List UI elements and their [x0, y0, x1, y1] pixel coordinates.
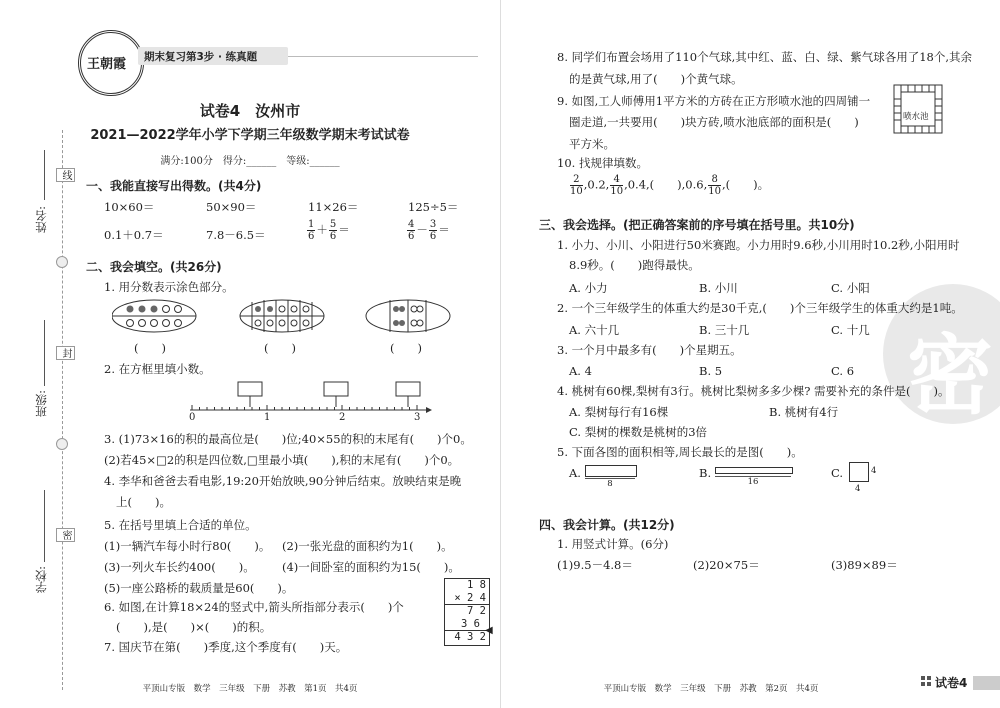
arrow-left-icon: ◀ — [485, 625, 493, 636]
vertical-multiplication: 1 8 × 2 4 7 2 3 6 4 3 2 — [444, 578, 490, 646]
hole-icon — [56, 256, 68, 268]
question-text: 6. 如图,在计算18×24的竖式中,箭头所指部分表示( )个 — [104, 600, 404, 614]
question-text: 5. 在括号里填上合适的单位。 — [104, 518, 257, 532]
question-text: 8. 同学们布置会场用了110个气球,其中红、蓝、白、绿、紫气球各用了18个,其余 — [557, 50, 973, 64]
rect-b-figure — [715, 467, 793, 474]
option-c[interactable]: C. 十几 — [831, 323, 870, 337]
question-text: 9. 如图,工人师傅用1平方米的方砖在正方形喷水池的四周铺一 — [557, 94, 871, 108]
fraction-calc: $\frac{1}{6}$ ＋ $\frac{5}{6}$ ＝ — [308, 219, 350, 242]
calc-item: 10×60＝ — [104, 200, 155, 214]
option-a[interactable]: A. 小力 — [569, 281, 608, 295]
option-a[interactable]: A. — [569, 466, 581, 480]
right-page — [500, 0, 1000, 708]
question-text: 7. 国庆节在第( )季度,这个季度有( )天。 — [104, 640, 348, 654]
option-a[interactable]: A. 4 — [569, 364, 592, 378]
question-text: 的是黄气球,用了( )个黄气球。 — [569, 72, 743, 86]
binding-line — [62, 130, 63, 690]
question-text: (2)若45×□2的积是四位数,□里最小填( ),积的末尾有( )个0。 — [104, 453, 460, 467]
question-text: (1)一辆汽车每小时行80( )。 — [104, 539, 271, 553]
hole-icon — [56, 438, 68, 450]
option-c[interactable]: C. 梨树的棵数是桃树的3倍 — [569, 425, 708, 439]
option-a[interactable]: A. 六十几 — [569, 323, 620, 337]
answer-paren[interactable]: ( ) — [390, 341, 422, 355]
class-field[interactable] — [44, 320, 45, 386]
section-2-title: 二、我会填空。(共26分) — [86, 260, 222, 274]
section-4-title: 四、我会计算。(共12分) — [539, 518, 675, 532]
oval-figure-1 — [112, 300, 196, 332]
tick-label: 3 — [414, 412, 421, 423]
class-label: 班级: — [34, 390, 48, 417]
calc-item: 11×26＝ — [308, 200, 359, 214]
answer-paren[interactable]: ( ) — [264, 341, 296, 355]
option-b[interactable]: B. 小川 — [699, 281, 738, 295]
school-field[interactable] — [44, 490, 45, 562]
option-a[interactable]: A. 梨树每行有16棵 — [569, 405, 669, 419]
seal-line-label: 线 — [56, 168, 75, 182]
dim-label: 4 — [855, 484, 861, 494]
calc-item: 50×90＝ — [206, 200, 257, 214]
sequence-row: $\frac{2}{10}$ ,0.2, $\frac{4}{10}$ ,0.4,( ),0.6, $\frac{8}{10}$ ,( )。 — [570, 174, 770, 197]
tick-label: 2 — [339, 412, 346, 423]
fraction-calc: $\frac{4}{6}$ － $\frac{3}{6}$ ＝ — [408, 219, 450, 242]
option-c[interactable]: C. — [831, 466, 844, 480]
score-line: 满分:100分 得分:______ 等级:______ — [160, 156, 340, 167]
school-label: 学校: — [34, 566, 48, 593]
seal-stamp: 密 — [883, 284, 1000, 424]
tag-bar — [973, 676, 1000, 690]
chapter-badge: 期末复习第3步 · 练真题 — [138, 47, 288, 65]
section-1-title: 一、我能直接写出得数。(共4分) — [86, 179, 262, 193]
exam-tag: 试卷4 — [935, 676, 968, 690]
tick-label: 0 — [189, 412, 196, 423]
section-3-title: 三、我会选择。(把正确答案前的序号填在括号里。共10分) — [539, 218, 855, 232]
question-text: 2. 一个三年级学生的体重大约是30千克,( )个三年级学生的体重大约是1吨。 — [557, 301, 963, 315]
name-label: 姓名: — [34, 206, 48, 233]
question-text: 1. 用分数表示涂色部分。 — [104, 280, 234, 294]
option-b[interactable]: B. 三十几 — [699, 323, 750, 337]
dim-label: 4 — [871, 466, 877, 476]
answer-paren[interactable]: ( ) — [134, 341, 166, 355]
calc-item: (3)89×89＝ — [831, 558, 898, 572]
grid-icon — [921, 676, 931, 690]
question-text: 上( )。 — [116, 495, 171, 509]
question-text: ( ),是( )×( )的积。 — [116, 620, 272, 634]
footer-left: 平顶山专版 数学 三年级 下册 苏教 第1页 共4页 — [142, 684, 358, 694]
oval-figure-2 — [240, 300, 324, 332]
brand-logo: 王朝霞 — [78, 30, 144, 96]
calc-item: 125÷5＝ — [408, 200, 459, 214]
exam-title: 试卷4 汝州市 — [199, 102, 301, 120]
question-text: 3. 一个月中最多有( )个星期五。 — [557, 343, 742, 357]
fountain-pool-figure — [893, 84, 943, 134]
calc-item: (2)20×75＝ — [693, 558, 760, 572]
question-text: 1. 小力、小川、小阳进行50米赛跑。小力用时9.6秒,小川用时10.2秒,小阳用时 — [557, 238, 960, 252]
question-text: 3. (1)73×16的积的最高位是( )位;40×55的积的末尾有( )个0。 — [104, 432, 472, 446]
option-b[interactable]: B. 5 — [699, 364, 723, 378]
question-text: 5. 下面各图的面积相等,周长最长的是图( )。 — [557, 445, 803, 459]
option-c[interactable]: C. 6 — [831, 364, 855, 378]
calc-item: 0.1＋0.7＝ — [104, 228, 164, 242]
option-b[interactable]: B. 桃树有4行 — [769, 405, 839, 419]
question-text: (5)一座公路桥的载质量是60( )。 — [104, 581, 294, 595]
question-text: 2. 在方框里填小数。 — [104, 362, 211, 376]
pool-label: 喷水池 — [903, 112, 929, 122]
option-b[interactable]: B. — [699, 466, 712, 480]
question-text: (3)一列火车长约400( )。 — [104, 560, 255, 574]
oval-fraction-figures — [112, 298, 452, 334]
question-text: 4. 桃树有60棵,梨树有3行。桃树比梨树多多少棵? 需要补充的条件是( )。 — [557, 384, 950, 398]
header-rule — [288, 56, 478, 57]
question-text: 8.9秒。( )跑得最快。 — [569, 258, 700, 272]
dim-label: 8 — [585, 478, 635, 489]
oval-figure-3 — [366, 300, 450, 332]
question-text: 圈走道,一共要用( )块方砖,喷水池底部的面积是( ) — [569, 115, 859, 129]
calc-item: 7.8－6.5＝ — [206, 228, 266, 242]
rect-a-figure — [585, 465, 637, 477]
dim-label: 16 — [715, 476, 791, 487]
question-text: 10. 找规律填数。 — [557, 156, 648, 170]
square-c-figure — [849, 462, 869, 482]
calc-item: (1)9.5－4.8＝ — [557, 558, 633, 572]
question-text: 4. 李华和爸爸去看电影,19:20开始放映,90分钟后结束。放映结束是晚 — [104, 474, 462, 488]
exam-subtitle: 2021—2022学年小学下学期三年级数学期末考试试卷 — [90, 128, 410, 143]
question-text: (4)一间卧室的面积约为15( )。 — [282, 560, 460, 574]
question-text: 平方米。 — [569, 137, 615, 151]
seal-secret-label: 密 — [56, 528, 75, 542]
seal-seal-label: 封 — [56, 346, 75, 360]
number-line — [186, 380, 436, 420]
footer-right: 平顶山专版 数学 三年级 下册 苏教 第2页 共4页 — [603, 684, 819, 694]
tick-label: 1 — [264, 412, 271, 423]
question-text: (2)一张光盘的面积约为1( )。 — [282, 539, 453, 553]
question-text: 1. 用竖式计算。(6分) — [557, 537, 669, 551]
option-c[interactable]: C. 小阳 — [831, 281, 870, 295]
